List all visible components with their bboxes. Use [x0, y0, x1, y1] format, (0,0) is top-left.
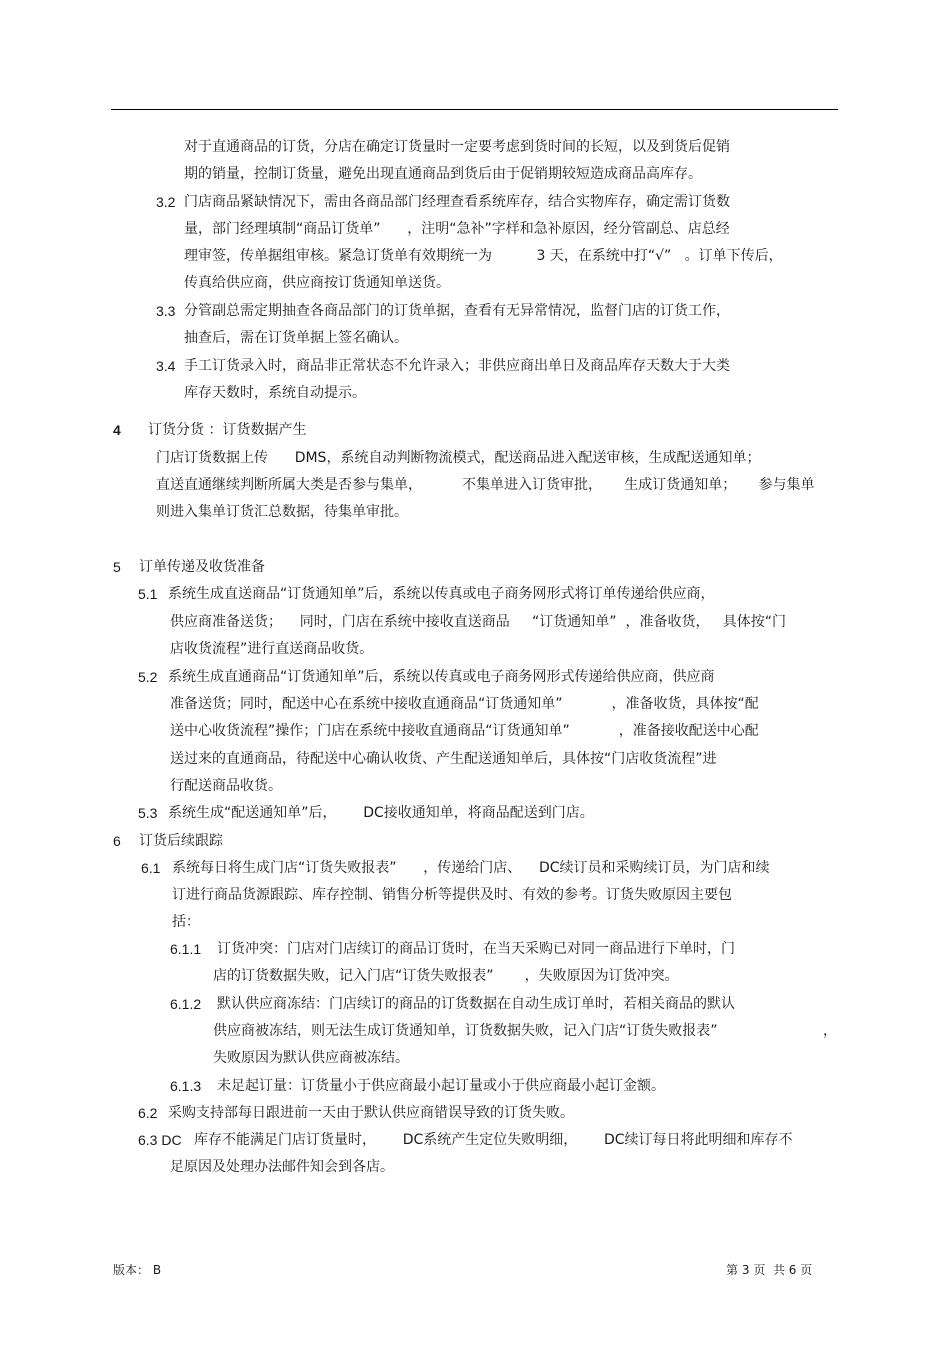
- section-number: 6.3 DC: [138, 1132, 182, 1148]
- body-text-line: 直送直通继续判断所属大类是否参与集单， 不集单进入订货审批， 生成订货通知单； 参与集单: [156, 477, 815, 493]
- page-prefix: 第: [726, 1263, 739, 1277]
- section-number: 6.1: [141, 860, 161, 876]
- header-rule: [111, 109, 838, 110]
- section-heading-line: 系统生成“配送通知单”后， DC接收通知单，将商品配送到门店。: [168, 805, 594, 821]
- body-text-line: ，: [823, 1023, 837, 1039]
- section-number: 4: [113, 422, 121, 438]
- section-number: 3.2: [156, 194, 176, 210]
- section-heading-line: 手工订货录入时，商品非正常状态不允许录入；非供应商出单日及商品库存天数大于大类: [184, 358, 730, 374]
- section-number: 6.1.3: [170, 1078, 202, 1094]
- page-middle: 页 共: [753, 1263, 785, 1277]
- section-heading-line: 订货冲突：门店对门店续订的商品订货时，在当天采购已对同一商品进行下单时，门: [217, 941, 735, 957]
- body-text-line: 送过来的直通商品，待配送中心确认收货、产生配送通知单后，具体按“门店收货流程”进: [170, 751, 717, 767]
- body-text-line: 店的订货数据失败，记入门店“订货失败报表” ，失败原因为订货冲突。: [213, 968, 679, 984]
- section-heading-line: 订货分货 ：订货数据产生: [148, 422, 307, 438]
- section-heading-line: 系统生成直送商品“订货通知单”后，系统以传真或电子商务网形式将订单传递给供应商，: [168, 586, 715, 602]
- section-heading-line: 系统生成直通商品“订货通知单”后，系统以传真或电子商务网形式传递给供应商，供应商: [168, 669, 715, 685]
- page-current: 3: [741, 1263, 750, 1277]
- body-text-line: 理审签，传单据组审核。紧急订货单有效期统一为 3 天，在系统中打“√” 。订单下传后，: [184, 248, 783, 264]
- section-heading-line: 库存不能满足门店订货量时， DC系统产生定位失败明细， DC续订每日将此明细和库存不: [194, 1132, 793, 1148]
- section-number: 6.1.1: [170, 941, 202, 957]
- section-heading-line: 系统每日将生成门店“订货失败报表” ，传递给门店、 DC续订员和采购续订员，为门店和续: [172, 860, 770, 876]
- body-text-line: 传真给供应商，供应商按订货通知单送货。: [184, 275, 450, 291]
- body-text-line: 店收货流程”进行直送商品收货。: [170, 641, 374, 657]
- body-text-line: 供应商准备送货； 同时，门店在系统中接收直送商品 “订货通知单” ，准备收货， 具体按“门: [170, 614, 787, 630]
- section-number: 3.4: [156, 358, 176, 374]
- body-text-line: 量，部门经理填制“商品订货单” ，注明“急补”字样和急补原因，经分管副总、店总经: [184, 221, 730, 237]
- body-text-line: 门店订货数据上传 DMS，系统自动判断物流模式，配送商品进入配送审核，生成配送通知单；: [156, 450, 761, 466]
- section-heading-line: 订单传递及收货准备: [139, 559, 265, 575]
- body-text-line: 订进行商品货源跟踪、库存控制、销售分析等提供及时、有效的参考。订货失败原因主要包: [172, 887, 732, 903]
- page-number-footer: [726, 1262, 812, 1278]
- body-text-line: 对于直通商品的订货，分店在确定订货量时一定要考虑到货时间的长短，以及到货后促销: [184, 139, 730, 155]
- section-number: 3.3: [156, 303, 176, 319]
- body-text-line: 则进入集单订货汇总数据，待集单审批。: [156, 504, 408, 520]
- body-text-line: 准备送货；同时，配送中心在系统中接收直通商品“订货通知单” ，准备收货，具体按“配: [170, 696, 759, 712]
- page-suffix: 页: [800, 1263, 813, 1277]
- section-heading-line: 采购支持部每日跟进前一天由于默认供应商错误导致的订货失败。: [168, 1105, 574, 1121]
- body-text-line: 送中心收货流程”操作；门店在系统中接收直通商品“订货通知单” ，准备接收配送中心配: [170, 723, 759, 739]
- section-number: 5.2: [138, 669, 158, 685]
- section-number: 5: [113, 559, 121, 575]
- section-number: 6.2: [138, 1105, 158, 1121]
- body-text-line: 供应商被冻结，则无法生成订货通知单，订货数据失败，记入门店“订货失败报表”: [213, 1023, 718, 1039]
- section-heading-line: 门店商品紧缺情况下，需由各商品部门经理查看系统库存，结合实物库存，确定需订货数: [184, 194, 730, 210]
- section-number: 5.1: [138, 586, 158, 602]
- body-text-line: 库存天数时，系统自动提示。: [184, 385, 366, 401]
- section-heading-line: 订货后续跟踪: [139, 833, 223, 849]
- page-total: 6: [788, 1263, 797, 1277]
- section-number: 5.3: [138, 805, 158, 821]
- version-label: 版本：: [113, 1263, 150, 1277]
- body-text-line: 足原因及处理办法邮件知会到各店。: [170, 1159, 394, 1175]
- version-footer: [113, 1262, 161, 1278]
- body-text-line: 抽查后，需在订货单据上签名确认。: [184, 330, 408, 346]
- body-text-line: 括：: [172, 914, 200, 930]
- body-text-line: 期的销量，控制订货量，避免出现直通商品到货后由于促销期较短造成商品高库存。: [184, 166, 702, 182]
- section-heading-line: 分管副总需定期抽查各商品部门的订货单据，查看有无异常情况，监督门店的订货工作，: [184, 303, 730, 319]
- section-heading-line: 未足起订量：订货量小于供应商最小起订量或小于供应商最小起订金额。: [217, 1078, 665, 1094]
- section-number: 6.1.2: [170, 996, 202, 1012]
- version-value: B: [152, 1263, 162, 1277]
- section-number: 6: [113, 833, 121, 849]
- body-text-line: 失败原因为默认供应商被冻结。: [213, 1050, 409, 1066]
- section-heading-line: 默认供应商冻结：门店续订的商品的订货数据在自动生成订单时，若相关商品的默认: [217, 996, 735, 1012]
- body-text-line: 行配送商品收货。: [170, 778, 282, 794]
